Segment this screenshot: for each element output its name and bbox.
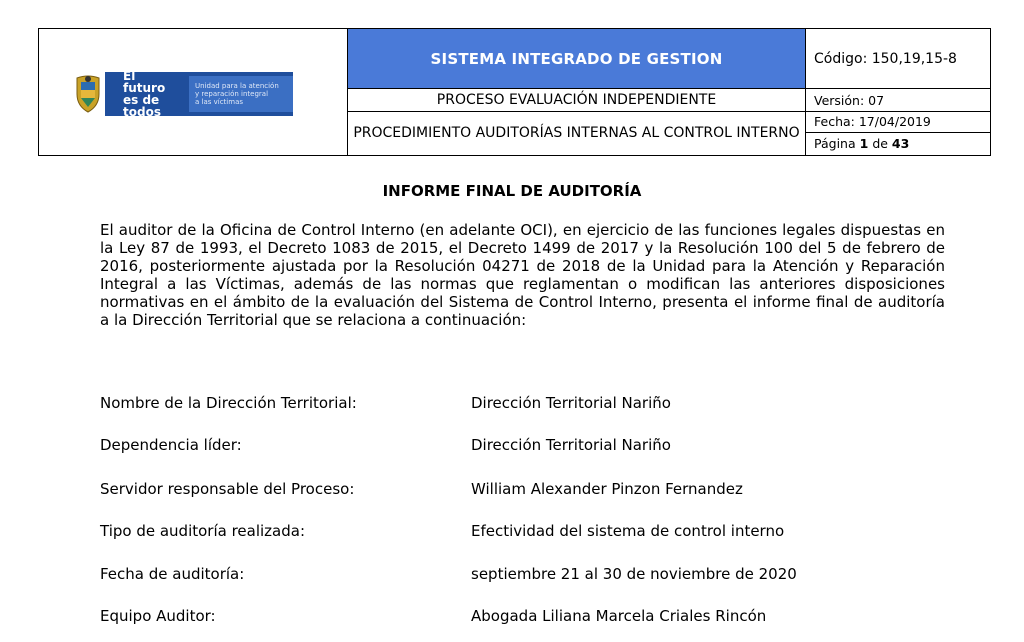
- field-label: Tipo de auditoría realizada:: [100, 522, 306, 540]
- system-title: SISTEMA INTEGRADO DE GESTION: [348, 29, 806, 89]
- field-label: Dependencia líder:: [100, 436, 242, 454]
- intro-paragraph: El auditor de la Oficina de Control Interno (en adelante OCI), en ejercicio de las funciones legales dispuestas en la Ley 87 de 1993, el Decreto 1083 de 2015, el Decreto 1499 de 2017 y la Resolución 100 del 5 de febrero de 2016, posteriormente ajustada por la Resolución 04271 de 2018 de la Unidad para la Atención y Reparación Integral a las Víctimas, además de las normas que reglamentan o modifican las anteriores disposiciones normativas en el ámbito de la evaluación del Sistema de Control Interno, presenta el informe final de auditoría a la Dirección Territorial que se relaciona a continuación:: [100, 221, 945, 329]
- field-label: Servidor responsable del Proceso:: [100, 480, 355, 498]
- page-total: 43: [891, 135, 910, 151]
- field-label: Nombre de la Dirección Territorial:: [100, 394, 357, 412]
- date-page-cell: [806, 111, 991, 155]
- page-of: de: [872, 135, 888, 151]
- procedure-name: PROCEDIMIENTO AUDITORÍAS INTERNAS AL CONTROL INTERNO: [348, 111, 806, 155]
- logo-futuro-text: El futuro es de todos: [123, 69, 166, 119]
- institution-logo: [67, 68, 318, 120]
- process-name: PROCESO EVALUACIÓN INDEPENDIENTE: [348, 89, 806, 111]
- document-code: Código: 150,19,15-8: [806, 29, 991, 89]
- page-current: 1: [859, 135, 869, 151]
- coat-of-arms-icon: [71, 74, 105, 114]
- field-label: Equipo Auditor:: [100, 607, 216, 625]
- document-header: [38, 28, 991, 156]
- field-value: Efectividad del sistema de control interno: [471, 522, 785, 540]
- report-title: INFORME FINAL DE AUDITORÍA: [382, 182, 642, 200]
- document-version: Versión: 07: [806, 89, 991, 111]
- logo-unidad-text: Unidad para la atención y reparación integral a las víctimas: [189, 76, 293, 112]
- logo-cell: [39, 29, 348, 156]
- field-value: Dirección Territorial Nariño: [471, 436, 671, 454]
- field-value: Dirección Territorial Nariño: [471, 394, 671, 412]
- document-date: Fecha: 17/04/2019: [806, 112, 990, 133]
- field-value: William Alexander Pinzon Fernandez: [471, 480, 743, 498]
- field-value: septiembre 21 al 30 de noviembre de 2020: [471, 565, 797, 583]
- page-indicator: [806, 133, 990, 155]
- page-label: Página: [814, 135, 856, 151]
- field-label: Fecha de auditoría:: [100, 565, 245, 583]
- field-value: Abogada Liliana Marcela Criales Rincón: [471, 607, 767, 625]
